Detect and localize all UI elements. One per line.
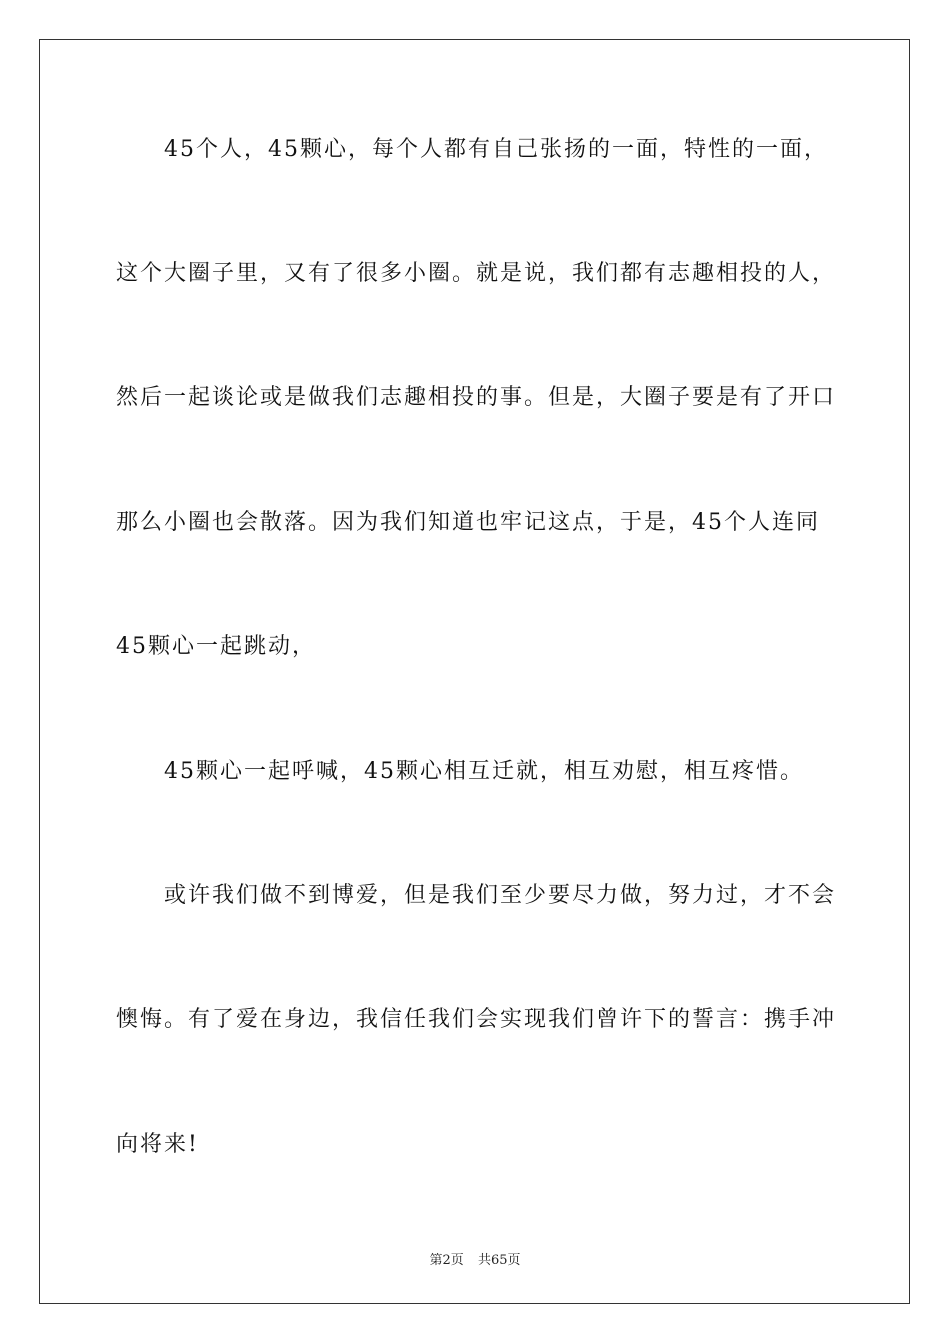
paragraph-line-6: 45颗心一起呼喊，45颗心相互迁就，相互劝慰，相互疼惜。 [164,759,804,784]
paragraph-line-1: 45个人，45颗心，每个人都有自己张扬的一面，特性的一面， [164,137,828,162]
paragraph-line-7: 或许我们做不到博爱，但是我们至少要尽力做，努力过，才不会 [164,883,837,908]
paragraph-line-3: 然后一起谈论或是做我们志趣相投的事。但是，大圈子要是有了开口 [116,385,837,410]
page-total: 共65页 [477,1253,521,1268]
paragraph-line-2: 这个大圈子里，又有了很多小圈。就是说，我们都有志趣相投的人， [116,261,837,286]
page-footer [0,1249,950,1268]
page-number: 第2页 [429,1253,464,1268]
paragraph-line-5: 45颗心一起跳动， [116,634,316,659]
paragraph-line-4: 那么小圈也会散落。因为我们知道也牢记这点，于是，45个人连同 [116,510,820,535]
paragraph-line-9: 向将来! [116,1132,199,1157]
paragraph-line-8: 懊悔。有了爱在身边，我信任我们会实现我们曾许下的誓言：携手冲 [116,1007,837,1032]
page-frame [39,39,910,1304]
